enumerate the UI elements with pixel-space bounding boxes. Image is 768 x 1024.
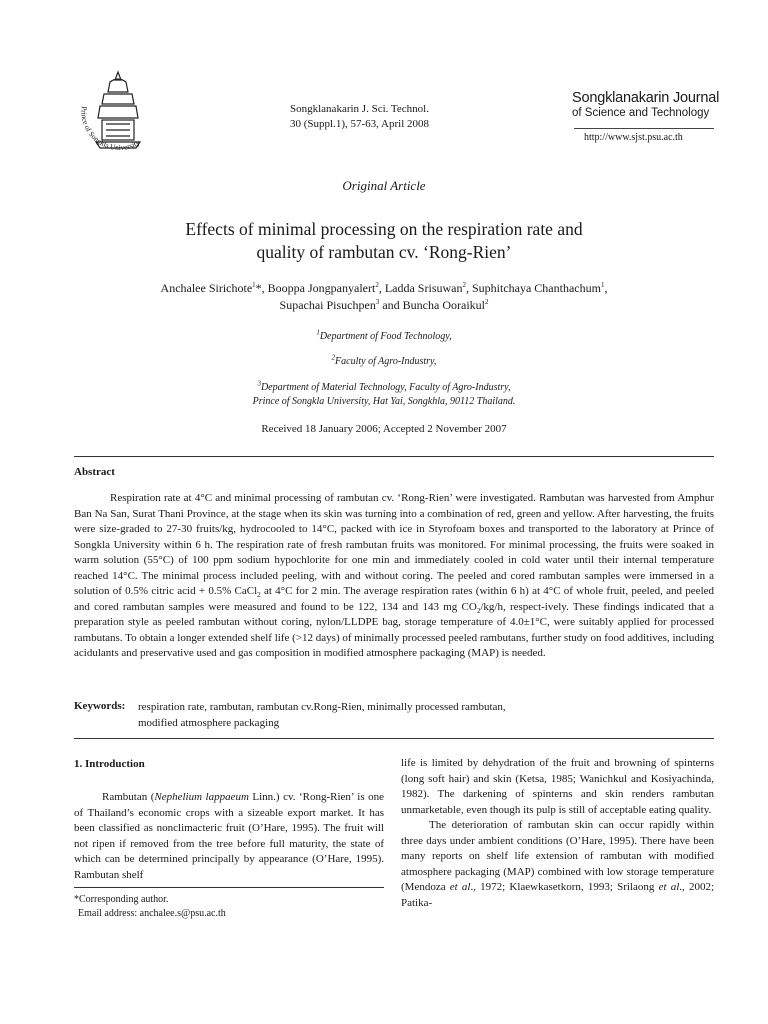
abstract-text: /kg/h, respect-ively. These findings indicated that a preparation style as peeled rambutan without coring, nylon/LLDPE bag, storage temperature of 4.0±1°C, were suitably applied for processed rambutans. To obtain a longer extended shelf life (>12 days) of minimally processed peeled rambutans, further study on food additives, including acidulants and preservative used and gas composition in modified atmosphere packaging (MAP) is needed. bbox=[74, 600, 714, 659]
keywords-label: Keywords: bbox=[74, 700, 126, 712]
author-affil-mark: 1 bbox=[252, 281, 256, 289]
section-heading-introduction: 1. Introduction bbox=[74, 758, 145, 770]
abstract-heading: Abstract bbox=[74, 466, 115, 478]
citation-line-1: Songklanakarin J. Sci. Technol. bbox=[290, 103, 429, 115]
citation-line-2: 30 (Suppl.1), 57-63, April 2008 bbox=[290, 118, 430, 130]
title-line-1: Effects of minimal processing on the respiration rate and bbox=[185, 219, 583, 239]
para-text: ., 1972; Klaewkasetkorn, 1993; Srilaong bbox=[470, 881, 659, 893]
author-affil-mark: 1 bbox=[600, 281, 605, 289]
paragraph: life is limited by dehydration of the fruit and browning of spinterns (long soft hair) and skin (Ketsa, 1985; Wanichkul and Kosiyachinda, 1982). The darkening of spinterns and skin renders rambutan unmarketable, even though its pulp is still of acceptable eating quality. bbox=[401, 757, 714, 816]
abstract-text: Respiration rate at 4°C and minimal processing of rambutan cv. ‘Rong-Rien’ were investigated. Rambutan was harvested from Amphur Ban Na San, Surat Thani Province, at the stage when its skin was turning into a combination of red, green and yellow. After harvesting, the fruits were size-graded to 27-30 fruits/kg, hydrocooled to 14°C, packed with ice in Styrofoam boxes and transported to the laboratory at Prince of Songkla University within 6 h. The respiration rate of fresh rambutan fruits was monitored. For minimal processing, the fruits were soaked in warm solution (55°C) of 100 ppm sodium hypochlorite for one min and immediately cooled in cold water until their internal temperature reached 14°C. The minimal process included peeling, with and without coring. The peeled and cored rambutan samples were immersed in a solution of 0.5% citric acid + 0.5% CaCl bbox=[74, 492, 714, 597]
university-logo bbox=[72, 68, 164, 164]
author-affil-mark: 2 bbox=[484, 298, 489, 306]
affiliation-1 bbox=[0, 330, 768, 344]
paragraph bbox=[74, 790, 384, 883]
author-affil-mark: 2 bbox=[462, 281, 466, 289]
keywords-bottom-rule bbox=[74, 738, 714, 739]
affil-mark: 2 bbox=[331, 353, 336, 362]
affil-text: Department of Food Technology, bbox=[319, 331, 452, 342]
para-text: ., 2002; Patika- bbox=[401, 881, 714, 909]
footnote bbox=[74, 893, 384, 921]
keywords-line-2: modified atmosphere packaging bbox=[138, 716, 280, 729]
journal-url[interactable]: http://www.sjst.psu.ac.th bbox=[584, 132, 683, 143]
article-type: Original Article bbox=[342, 178, 426, 193]
para-text: Linn.) cv. ‘Rong-Rien’ is one of Thailand’s economic crops with a sizeable export market. It has been classified as nonclimacteric fruit (O’Hare, 1995). The fruit will not ripen if removed from the tree before full maturity, the state of which can be determined principally by appearance (O’Hare, 1995). Rambutan shelf bbox=[74, 791, 384, 881]
logo-arc-text: Prince of Songkla University bbox=[79, 105, 142, 153]
author-name: Ladda Srisuwan bbox=[384, 281, 463, 295]
footnote-email[interactable]: Email address: anchalee.s@psu.ac.th bbox=[78, 908, 226, 919]
journal-name-line-2: of Science and Technology bbox=[572, 107, 710, 119]
affil-mark: 3 bbox=[257, 379, 261, 388]
et-al: et al bbox=[658, 881, 680, 893]
abstract-text: at 4°C for 2 min. The average respiration rates (within 6 h) at 4°C of whole fruit, peeled, and peeled and cored rambutan samples were measured and found to be 122, 134 and 143 mg CO bbox=[74, 585, 715, 613]
svg-text:Prince of Songkla University bbox=[79, 106, 141, 152]
right-column-text bbox=[401, 756, 714, 911]
author-affil-mark: 3 bbox=[375, 298, 380, 306]
et-al: et al bbox=[449, 881, 471, 893]
keywords-text bbox=[138, 700, 698, 731]
para-text: Rambutan ( bbox=[102, 791, 155, 803]
journal-citation bbox=[290, 102, 550, 132]
header-rule bbox=[574, 128, 714, 129]
author-name: Booppa Jongpanyalert bbox=[267, 281, 376, 295]
abstract-top-rule bbox=[74, 456, 714, 457]
species-name: Nephelium lappaeum bbox=[154, 791, 249, 803]
footnote-rule bbox=[74, 887, 384, 888]
corresponding-mark: *, bbox=[255, 281, 268, 295]
author-name: Suphitchaya Chanthachum bbox=[471, 281, 601, 295]
affil-text: Faculty of Agro-Industry, bbox=[335, 356, 437, 367]
left-column-text bbox=[74, 790, 384, 883]
subscript: 2 bbox=[257, 591, 261, 600]
footnote-line-1: *Corresponding author. bbox=[74, 894, 169, 905]
abstract-body bbox=[74, 491, 714, 662]
keywords-line-1: respiration rate, rambutan, rambutan cv.Rong-Rien, minimally processed rambutan, bbox=[138, 701, 506, 713]
paper-title bbox=[0, 218, 768, 264]
journal-name bbox=[572, 90, 722, 120]
author-list: Anchalee Sirichote$^1$*, Booppa Jongpanyalert$^2$, Ladda Srisuwan$^2$, Suphitchaya Chanthachum$^1$, Supachai Pisuchpen$^3$ and Buncha Ooraikul$^2$ bbox=[160, 281, 608, 312]
affiliation-3 bbox=[0, 381, 768, 409]
journal-name-line-1: Songklanakarin Journal bbox=[572, 90, 720, 106]
subscript: 2 bbox=[476, 606, 481, 615]
paragraph bbox=[401, 818, 714, 911]
author-name: Anchalee Sirichote bbox=[160, 281, 253, 295]
affil-text: Prince of Songkla University, Hat Yai, Songkhla, 90112 Thailand. bbox=[252, 396, 516, 407]
affiliation-2 bbox=[0, 355, 768, 369]
author-affil-mark: 2 bbox=[375, 281, 379, 289]
affil-text: Department of Material Technology, Faculty of Agro-Industry, bbox=[260, 382, 511, 393]
author-name: Buncha Ooraikul bbox=[402, 298, 485, 312]
para-text: The deterioration of rambutan skin can occur rapidly within three days under ambient conditions (O’Hare, 1995). There have been many reports on shelf life extension of rambutan with modified atmosphere packaging (MAP) combined with low storage temperature (Mendoza bbox=[401, 819, 714, 893]
affil-mark: 1 bbox=[316, 328, 320, 337]
author-conjunction: and bbox=[379, 298, 403, 312]
title-line-2: quality of rambutan cv. ‘Rong-Rien’ bbox=[256, 242, 512, 262]
received-dates: Received 18 January 2006; Accepted 2 November 2007 bbox=[261, 423, 507, 435]
author-name: Supachai Pisuchpen bbox=[279, 298, 376, 312]
